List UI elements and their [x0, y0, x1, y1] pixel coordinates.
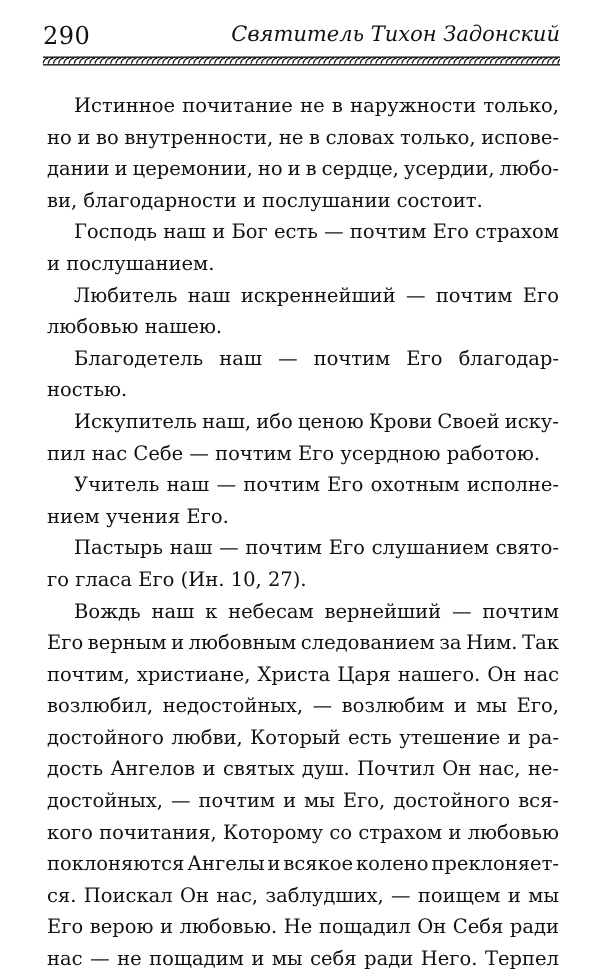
- text-line: ви, благодарности и послушании состоит.: [47, 188, 483, 212]
- text-line: Пастырь наш — почтим Его слушанием свято-: [74, 536, 559, 560]
- text-line: но и во внутренности, не в словах только, испове-: [47, 125, 559, 149]
- text-line: почтим, христиане, Христа Царя нашего. Он нас: [47, 662, 559, 686]
- text-line: любовью нашею.: [47, 315, 223, 339]
- paragraph: [47, 532, 559, 595]
- text-line: и послушанием.: [47, 251, 215, 275]
- page-header: [43, 18, 560, 58]
- text-line: Любитель наш искреннейший — почтим Его: [74, 283, 559, 307]
- paragraph: [47, 90, 559, 216]
- text-line: Его верою и любовью. Не пощадил Он Себя ради: [47, 915, 559, 939]
- text-line: достойного любви, Который есть утешение и ра-: [47, 725, 559, 749]
- text-line: Искупитель наш, ибо ценою Крови Своей иску-: [74, 409, 559, 433]
- text-line: ностью.: [47, 378, 128, 402]
- running-title: Святитель Тихон Задонский: [231, 22, 560, 46]
- text-line: ся. Поискал Он нас, заблудших, — поищем и мы: [47, 883, 559, 907]
- paragraph: [47, 469, 559, 532]
- text-line: Господь наш и Бог есть — почтим Его страхом: [74, 220, 559, 244]
- paragraph: [47, 343, 559, 406]
- text-line: Истинное почитание не в наружности только,: [74, 94, 559, 117]
- text-line: достойных, — почтим и мы Его, достойного вся-: [47, 789, 559, 813]
- paragraph: [47, 216, 559, 279]
- text-line: Учитель наш — почтим Его охотным исполне-: [74, 473, 559, 497]
- text-line: дость Ангелов и святых душ. Почтил Он нас, не-: [47, 757, 559, 781]
- text-line: го гласа Его (Ин. 10, 27).: [47, 567, 307, 591]
- text-line: нас — не пощадим и мы себя ради Него. Терпел: [47, 947, 559, 971]
- text-line: поклоняются Ангелы и всякое колено преклоняет-: [47, 852, 559, 876]
- text-line: дании и церемонии, но и в сердце, усердии, любо-: [47, 157, 559, 181]
- text-line: Вождь наш к небесам вернейший — почтим: [74, 599, 559, 623]
- text-line: возлюбил, недостойных, — возлюбим и мы Его,: [47, 694, 559, 718]
- body-text: [47, 90, 559, 975]
- text-line: нием учения Его.: [47, 504, 229, 528]
- text-line: Его верным и любовным следованием за Ним. Так: [47, 631, 559, 655]
- text-line: кого почитания, Которому со страхом и любовью: [47, 820, 559, 844]
- paragraph: [47, 596, 559, 975]
- header-rope-divider: [43, 56, 560, 66]
- page-number: 290: [43, 22, 91, 50]
- paragraph: [47, 406, 559, 469]
- text-line: пил нас Себе — почтим Его усердною работою.: [47, 441, 541, 465]
- text-line: Благодетель наш — почтим Его благодар-: [74, 346, 559, 370]
- paragraph: [47, 280, 559, 343]
